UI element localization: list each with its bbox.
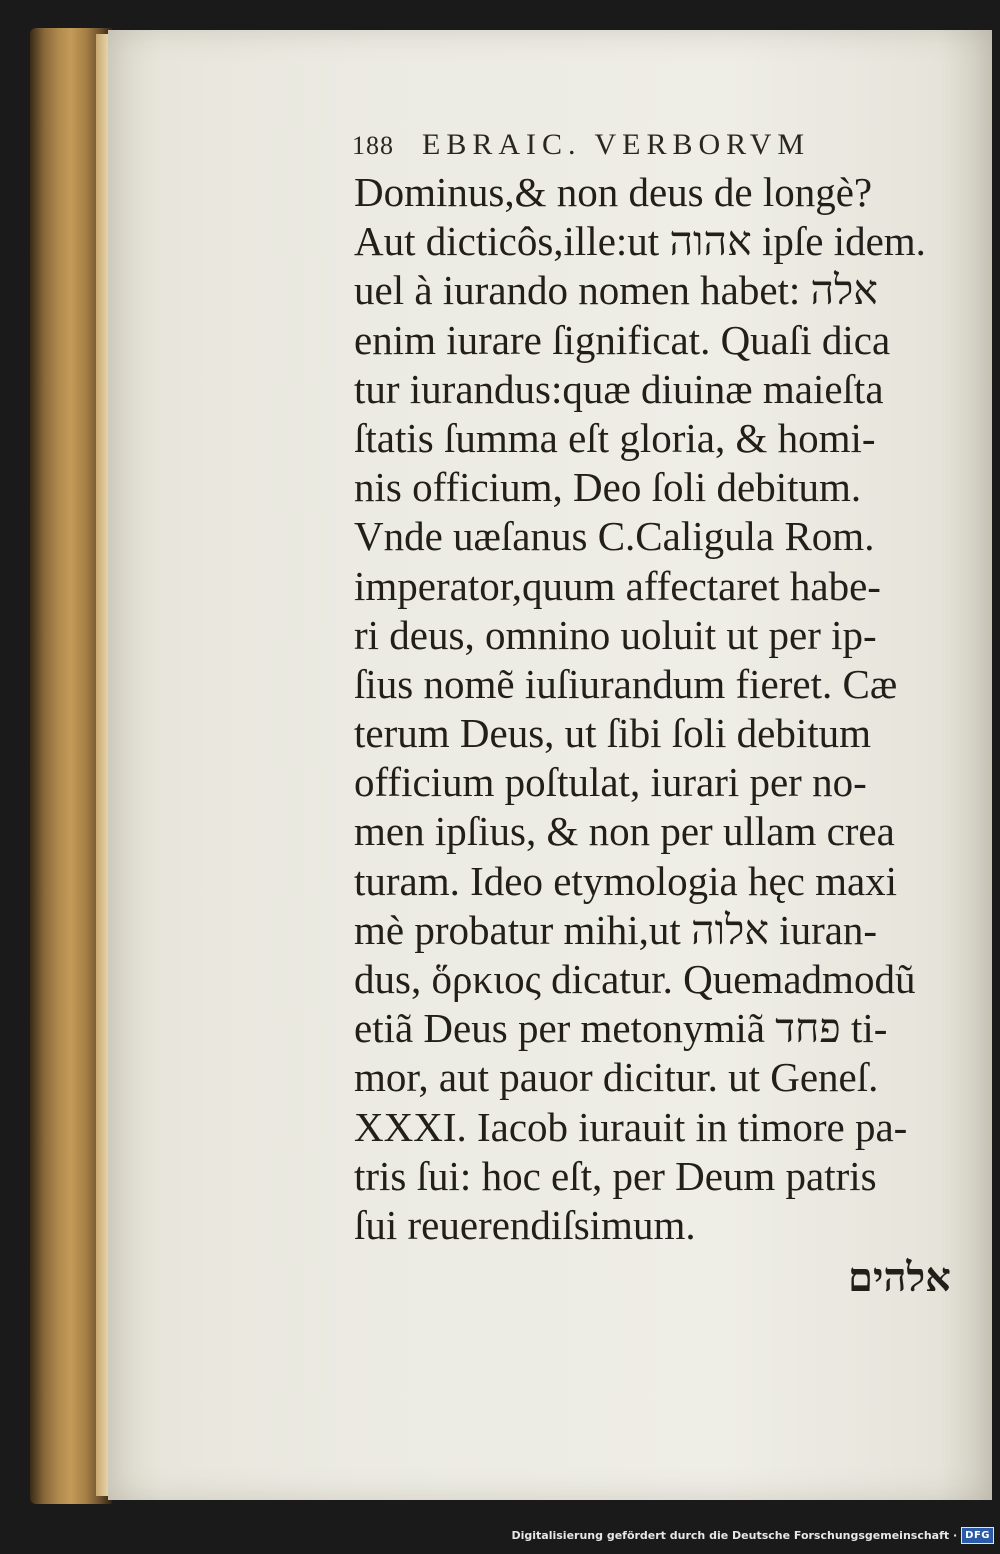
text-line: ſtatis ſumma eſt gloria, & homi- bbox=[354, 414, 876, 461]
text-line: ri deus, omnino uoluit ut per ip- bbox=[354, 611, 877, 658]
text-line: officium poſtulat, iurari per no- bbox=[354, 759, 867, 806]
text-line: terum Deus, ut ſibi ſoli debitum bbox=[354, 710, 872, 757]
text-line: Vnde uæſanus C.Caligula Rom. bbox=[354, 513, 875, 560]
credit-text: Digitalisierung gefördert durch die Deutsche Forschungsgemeinschaft · bbox=[511, 1528, 958, 1542]
text-line: ſui reuerendiſsimum. bbox=[354, 1201, 696, 1248]
body-text bbox=[354, 168, 964, 1250]
running-title: EBRAIC. VERBORVM bbox=[422, 128, 811, 161]
text-line: men ipſius, & non per ullam crea bbox=[354, 808, 895, 855]
text-line: mor, aut pauor dicitur. ut Geneſ. bbox=[354, 1054, 879, 1101]
text-line: nis officium, Deo ſoli debitum. bbox=[354, 464, 862, 511]
text-line: Aut dicticôs,ille:ut אהוה ipſe idem. bbox=[354, 218, 926, 265]
running-head bbox=[352, 128, 912, 168]
page-edges bbox=[96, 34, 108, 1496]
text-line: XXXI. Iacob iurauit in timore pa- bbox=[354, 1103, 908, 1150]
text-line: uel à iurando nomen habet: אלה bbox=[354, 267, 878, 314]
page-number: 188 bbox=[352, 131, 394, 160]
text-line: tris ſui: hoc eſt, per Deum patris bbox=[354, 1152, 877, 1199]
text-line: mè probatur mihi,ut אלוה iuran- bbox=[354, 906, 878, 953]
text-line: Dominus,& non deus de longè? bbox=[354, 169, 873, 215]
catchword: אלהים bbox=[848, 1254, 951, 1301]
text-line: dus, ὅρκιος dicatur. Quemadmodũ bbox=[354, 956, 916, 1002]
text-line: imperator,quum affectaret habe- bbox=[354, 562, 881, 609]
text-line: turam. Ideo etymologia hęc maxi bbox=[354, 857, 898, 904]
text-line: etiã Deus per metonymiã פחד ti- bbox=[354, 1005, 888, 1052]
text-line: enim iurare ſignificat. Quaſi dica bbox=[354, 316, 891, 363]
digitization-credit bbox=[511, 1524, 994, 1546]
text-line: tur iurandus:quæ diuinæ maieſta bbox=[354, 365, 884, 412]
text-line: ſius nomẽ iuſiurandum fieret. Cæ bbox=[354, 660, 898, 707]
dfg-logo-icon: DFG bbox=[961, 1527, 994, 1544]
